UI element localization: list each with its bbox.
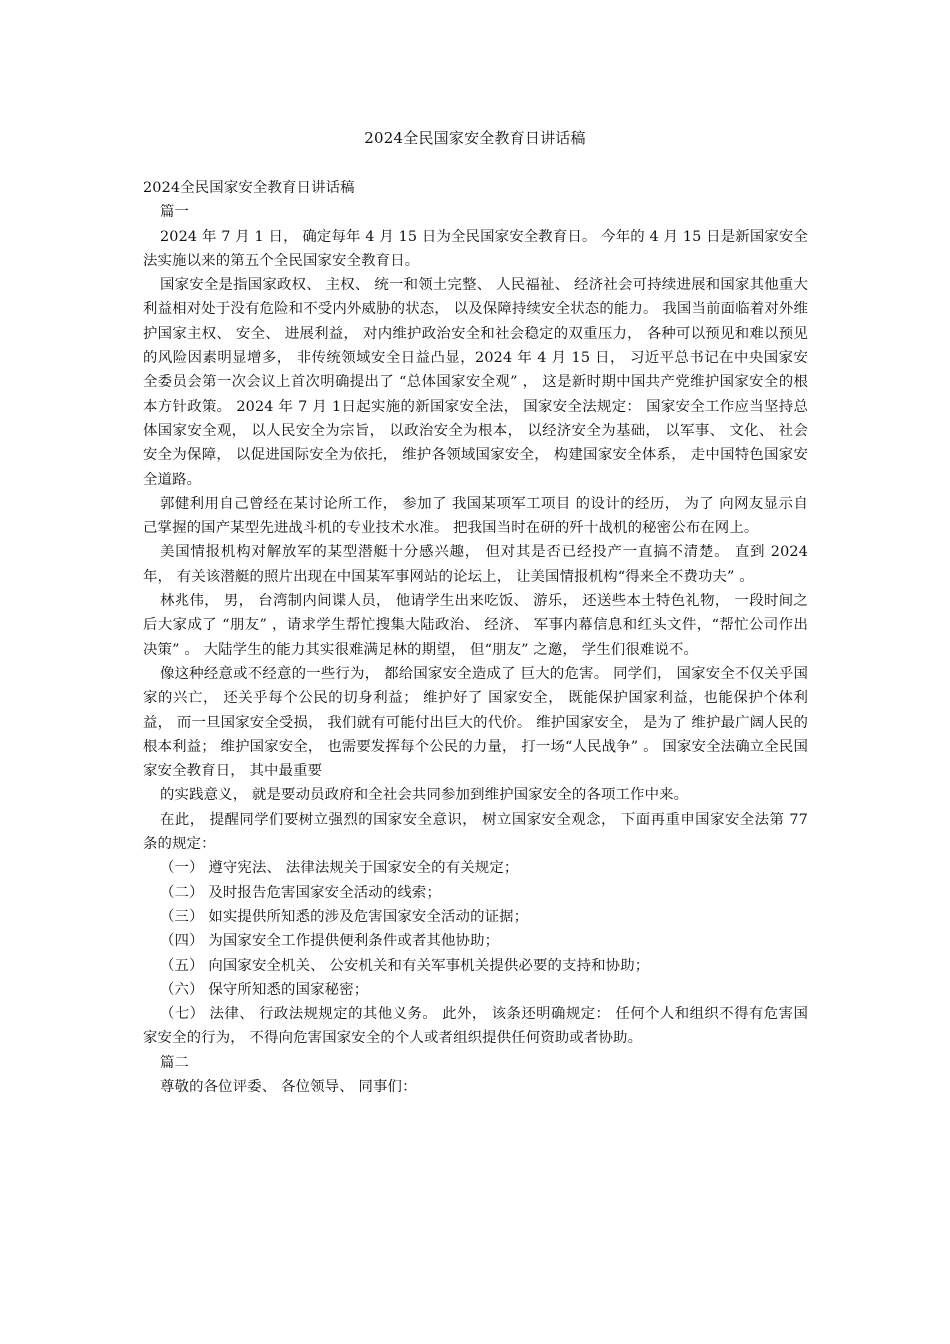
section-heading-one: 篇一	[160, 204, 190, 221]
paragraph: 的实践意义， 就是要动员政府和全社会共同参加到维护国家安全的各项工作中来。	[160, 787, 689, 804]
clause-item: （五） 向国家安全机关、 公安机关和有关军事机关提供必要的支持和协助；	[160, 957, 650, 974]
greeting-line: 尊敬的各位评委、 各位领导、 同事们：	[160, 1078, 417, 1095]
document-title: 2024全民国家安全教育日讲话稿	[364, 129, 586, 147]
clause-item: （三） 如实提供所知悉的涉及危害国家安全活动的证据；	[160, 908, 529, 925]
paragraph: 国家安全是指国家政权、 主权、 统一和领土完整、 人民福祉、 经济社会可持续进展和国家其他重大利益相对处于没有危险和不受内外威胁的状态， 以及保障持续安全状态的能力。 我国当前面临着对外维护国家主权、 安全、 进展利益， 对内维护政治安全和社会稳定的双重压力， 各种可以预见和难以预见的风险因素明显增多， 非传统领域安全日益凸显，2024 年 4 月 15 日， 习近平总书记在中央国家安全委员会第一次会议上首次明确提出了 “总体国家安全观” ， 这是新时期中国共产党维护国家安全的根本方针政策。 2024 年 7 月 1日起实施的新国家安全法， 国家安全法规定： 国家安全工作应当坚持总体国家安全观， 以人民安全为宗旨， 以政治安全为根本， 以经济安全为基础， 以军事、 文化、 社会安全为保障， 以促进国际安全为依托， 维护各领域国家安全， 构建国家安全体系， 走中国特色国家安全道路。	[143, 277, 808, 488]
clause-item: （一） 遵守宪法、 法律法规关于国家安全的有关规定；	[160, 860, 519, 877]
paragraph: 在此， 提醒同学们要树立强烈的国家安全意识， 树立国家安全观念， 下面再重申国家安全法第 77 条的规定：	[143, 811, 808, 853]
clause-item: （六） 保守所知悉的国家秘密；	[160, 981, 369, 998]
section-heading-two: 篇二	[160, 1054, 190, 1071]
paragraph: 林兆伟， 男， 台湾制内间谍人员， 他请学生出来吃饭、 游乐， 还送些本土特色礼物， 一段时间之后大家成了 “朋友” ，请求学生帮忙搜集大陆政治、 经济、 军事内幕信息和红头文件，“帮忙公司作出决策” 。 大陆学生的能力其实很难满足林的期望， 但“朋友” 之邀， 学生们很难说不。	[143, 593, 808, 658]
paragraph: 郭健利用自己曾经在某讨论所工作， 参加了 我国某项军工项目 的设计的经历， 为了 向网友显示自己掌握的国产某型先进战斗机的专业技术水准。 把我国当时在研的歼十战机的秘密公布在网上。	[143, 495, 808, 537]
document-subtitle: 2024全民国家安全教育日讲话稿	[143, 180, 355, 196]
clause-item: （四） 为国家安全工作提供便利条件或者其他协助；	[160, 933, 500, 950]
paragraph: 美国情报机构对解放军的某型潜艇十分感兴趣， 但对其是否已经投产一直搞不清楚。 直到 2024 年， 有关该潜艇的照片出现在中国某军事网站的论坛上， 让美国情报机构“得来全不费功夫” 。	[143, 544, 808, 585]
document-body	[143, 176, 808, 1099]
clause-item: （二） 及时报告危害国家安全活动的线索；	[160, 884, 441, 901]
clause-item: （七） 法律、 行政法规规定的其他义务。 此外， 该条还明确规定： 任何个人和组织不得有危害国家安全的行为， 不得向危害国家安全的个人或者组织提供任何资助或者协助。	[143, 1006, 808, 1047]
paragraph: 2024 年 7 月 1 日， 确定每年 4 月 15 日为全民国家安全教育日。 今年的 4 月 15 日是新国家安全法实施以来的第五个全民国家安全教育日。	[143, 228, 808, 269]
paragraph: 像这种经意或不经意的一些行为， 都给国家安全造成了 巨大的危害。 同学们， 国家安全不仅关乎国家的兴亡， 还关乎每个公民的切身利益； 维护好了 国家安全， 既能保护国家利益，也能保护个体利益， 而一旦国家安全受损， 我们就有可能付出巨大的代价。 维护国家安全， 是为了 维护最广阔人民的根本利益； 维护国家安全， 也需要发挥每个公民的力量， 打一场“人民战争” 。 国家安全法确立全民国家安全教育日， 其中最重要	[143, 665, 808, 780]
